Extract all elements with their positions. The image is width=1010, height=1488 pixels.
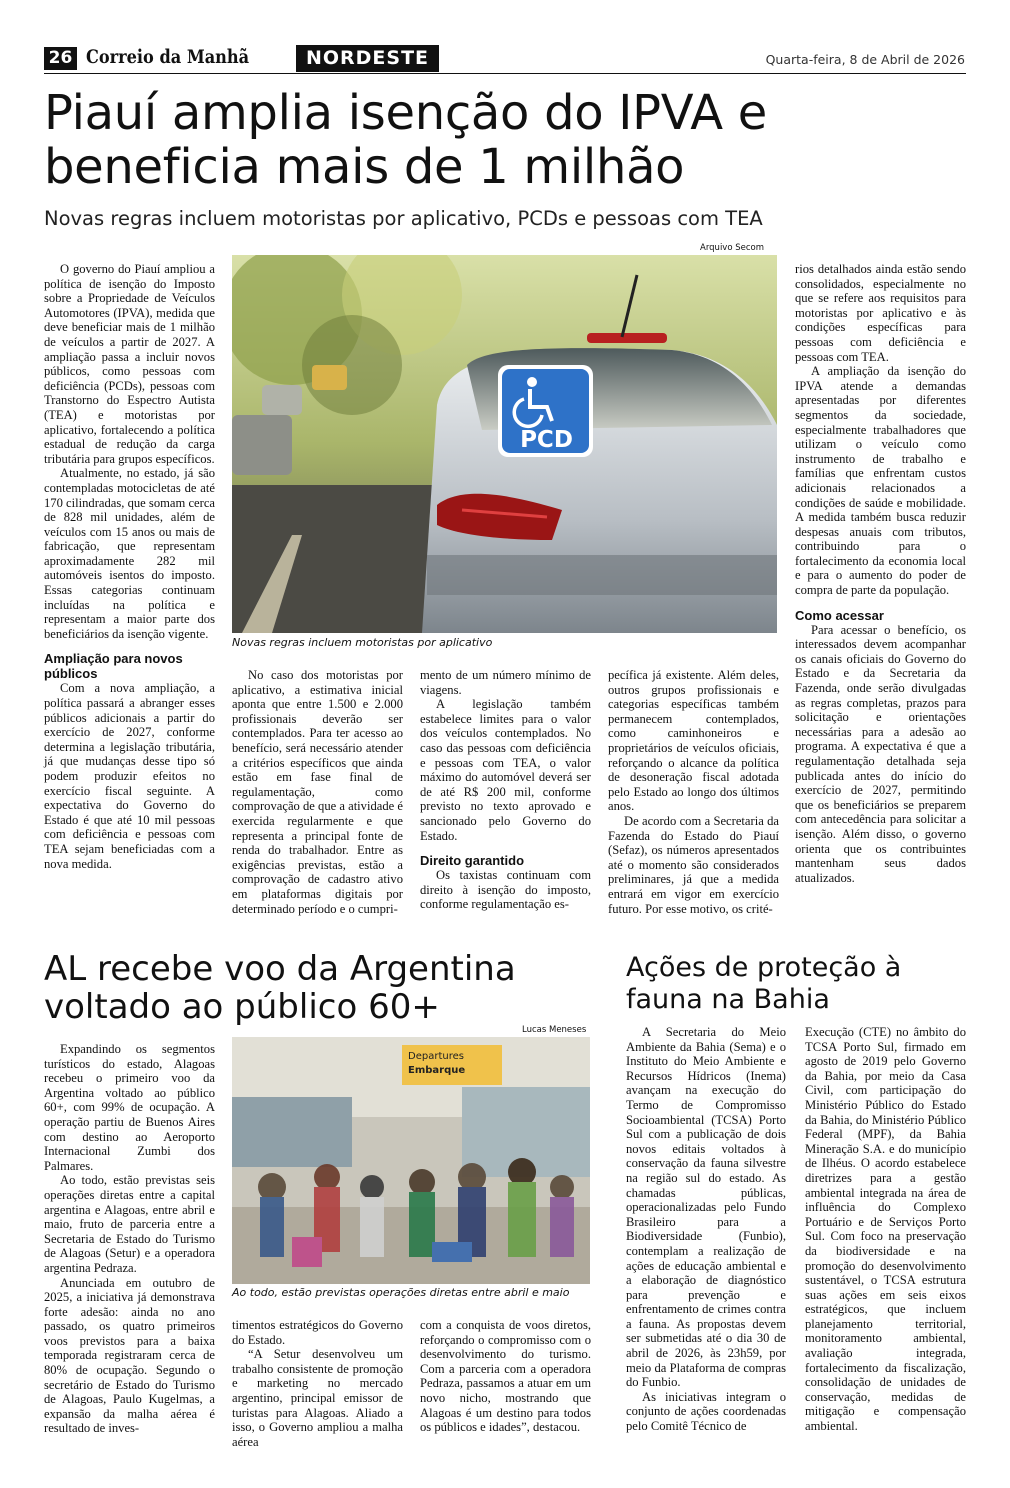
section-label: NORDESTE <box>296 45 439 72</box>
paragraph: A Secretaria do Meio Ambiente da Bahia (Sema) e o Instituto do Meio Ambiente e Recursos Hídricos (Inema) avançam na execução do Termo de Compromisso Socioambiental (TCSA) Porto Sul com a publicação de dois novos editais voltados à conservação da fauna silvestre na região sul do estado. As chamadas públicas, operacionalizadas pelo Fundo Brasileiro para a Biodiversidade (Funbio), contemplam a realização de ações de educação ambiental e a elaboração de diagnóstico para prevenção e enfrentamento de crimes contra a fauna. As propostas devem ser submetidas até o dia 30 de abril de 2026, às 23h59, por meio da Plataforma de compras do Funbio. <box>626 1025 786 1390</box>
car-photo <box>232 255 777 633</box>
article1-column2 <box>232 668 403 916</box>
paragraph: com a conquista de voos diretos, reforçando o compromisso com o desenvolvimento do turismo. Com a parceria com a operadora Pedraza, passamos a atuar em um novo nicho, mostrando que Alagoas é um destino para todos os públicos e idades”, destacou. <box>420 1318 591 1435</box>
subheading: Direito garantido <box>420 853 525 869</box>
embarque-sign: Embarque <box>408 1065 466 1076</box>
article1-column1 <box>44 262 215 871</box>
photo-caption: Novas regras incluem motoristas por aplicativo <box>232 636 493 649</box>
article1-dek: Novas regras incluem motoristas por aplicativo, PCDs e pessoas com TEA <box>44 207 763 230</box>
masthead-logo: Correio da Manhã <box>86 46 250 68</box>
airport-photo <box>232 1037 590 1284</box>
issue-date: Quarta-feira, 8 de Abril de 2026 <box>765 52 965 67</box>
article1-column3 <box>420 668 591 912</box>
subheading: Ampliação para novos públicos <box>44 651 183 682</box>
departures-sign: Departures <box>408 1051 464 1062</box>
article1-headline: Piauí amplia isenção do IPVA e beneficia mais de 1 milhão <box>44 85 767 195</box>
paragraph: No caso dos motoristas por aplicativo, a estimativa inicial aponta que entre 1.500 e 2.000 profissionais deverão ser contemplados. Para ter acesso ao benefício, será necessário atender a critérios específicos que ainda estão em fase final de regulamentação, como comprovação de que a atividade é exercida regularmente e que representa a principal fonte de renda do trabalhador. Entre as exigências previstas, estão a comprovação de cadastro ativo em plataformas digitais por determinado período e o cumpri- <box>232 668 403 916</box>
paragraph: Expandindo os segmentos turísticos do estado, Alagoas recebeu o primeiro voo da Argentina voltado ao público 60+, com 99% de ocupação. A operação partiu de Buenos Aires com destino ao Aeroporto Internacional Zumbi dos Palmares. <box>44 1042 215 1173</box>
article1-column5 <box>795 262 966 885</box>
paragraph: rios detalhados ainda estão sendo consolidados, especialmente no que se refere aos requisitos para motoristas por aplicativo e às condições específicas para pessoas com deficiência e pessoas com TEA. <box>795 262 966 364</box>
article1-column4 <box>608 668 779 916</box>
paragraph: Execução (CTE) no âmbito do TCSA Porto Sul, firmado em agosto de 2019 pelo Governo da Bahia, por meio da Casa Civil, com participação do Ministério Público do Estado da Bahia, do Ministério Público Federal (MPF), da Bahia Mineração S.A. e do município de Ilhéus. O acordo estabelece diretrizes para a gestão ambiental integrada na área de influência do Complexo Portuário e de Serviços Porto Sul. Com foco na preservação da biodiversidade e na promoção do desenvolvimento sustentável, o TCSA estrutura suas ações em seis eixos estratégicos, que incluem planejamento territorial, monitoramento ambiental, avaliação integrada, fortalecimento da fiscalização, consolidação de unidades de conservação, medidas de mitigação e compensação ambiental. <box>805 1025 966 1434</box>
paragraph: Ao todo, estão previstas seis operações diretas entre a capital argentina e Alagoas, entre abril e maio, fruto de parceria entre a Secretaria de Estado do Turismo de Alagoas (Setur) e a operadora argentina Pedraza. <box>44 1173 215 1275</box>
header-rule <box>44 73 966 74</box>
article2-column1 <box>44 1042 215 1436</box>
photo-credit: Lucas Meneses <box>522 1025 587 1035</box>
paragraph: A legislação também estabelece limites para o valor dos veículos contemplados. No caso das pessoas com deficiência e pessoas com TEA, o valor máximo do automóvel deverá ser de até R$ 200 mil, conforme previsto no texto aprovado e sancionado pelo Governo do Estado. <box>420 697 591 843</box>
article2-column2 <box>232 1318 403 1449</box>
paragraph: pecífica já existente. Além deles, outros grupos profissionais e categorias específicas também permanecem contemplados, como caminhoneiros e proprietários de veículos oficiais, reforçando o alcance da política de desoneração fiscal adotada pelo Estado ao longo dos últimos anos. <box>608 668 779 814</box>
article2-column3 <box>420 1318 591 1435</box>
paragraph: As iniciativas integram o conjunto de ações coordenadas pelo Comitê Técnico de <box>626 1389 786 1434</box>
paragraph: Os taxistas continuam com direito à isenção do imposto, conforme regulamentação es- <box>420 868 591 912</box>
paragraph: O governo do Piauí ampliou a política de isenção do Imposto sobre a Propriedade de Veículos Automotores (IPVA), medida que deve beneficiar mais de 1 milhão de veículos a partir de 2027. A ampliação passa a incluir novos públicos, como pessoas com deficiência (PCDs), pessoas com Transtorno do Espectro Autista (TEA) e motoristas por aplicativo, fortalecendo a política estadual de redução da carga tributária para grupos específicos. <box>44 262 215 466</box>
paragraph: mento de um número mínimo de viagens. <box>420 668 591 697</box>
photo-credit: Arquivo Secom <box>700 243 765 253</box>
pcd-sign-text: PCD <box>520 427 573 453</box>
paragraph: Anunciada em outubro de 2025, a iniciativa já demonstrava forte adesão: ainda no ano passado, os quatro primeiros voos previstos para a baixa temporada registraram cerca de 80% de ocupação. Segundo o secretário de Estado do Turismo de Alagoas, Paulo Kugelmas, a expansão da malha aérea é resultado de inves- <box>44 1275 215 1436</box>
paragraph: Para acessar o benefício, os interessados devem acompanhar os canais oficiais do Governo do Estado e da Secretaria da Fazenda, onde serão divulgadas as regras completas, prazos para solicitação e orientações necessárias para a adesão ao programa. A expectativa é que a regulamentação detalhada seja publicada antes do início do exercício de 2027, permitindo que os beneficiários se preparem com antecedência para solicitar a isenção. Além disso, o governo orienta que os contribuintes mantenham seus dados atualizados. <box>795 622 966 885</box>
paragraph: A ampliação da isenção do IPVA atende a demandas apresentadas por diferentes segmentos da sociedade, especialmente trabalhadores que utilizam o veículo como instrumento de trabalho e famílias que enfrentam custos adicionais relacionados a condições de saúde e mobilidade. A medida também busca reduzir despesas anuais com tributos, contribuindo para o fortalecimento da economia local e para o aumento do poder de compra de parte da população. <box>795 364 966 598</box>
subheading: Como acessar <box>795 607 884 623</box>
article3-column2 <box>805 1025 966 1434</box>
photo-caption: Ao todo, estão previstas operações diretas entre abril e maio <box>232 1286 570 1299</box>
paragraph: Atualmente, no estado, já são contempladas motocicletas de até 170 cilindradas, que somam cerca de 828 mil unidades, além de veículos com 15 anos ou mais de fabricação, que representam aproximadamente 282 mil automóveis isentos do imposto. Essas categorias continuam incluídas na política e representam a maior parte dos beneficiários da isenção vigente. <box>44 466 215 641</box>
article2-headline: AL recebe voo da Argentina voltado ao público 60+ <box>44 949 516 1027</box>
paragraph: timentos estratégicos do Governo do Estado. <box>232 1318 403 1347</box>
car-photo-illustration <box>232 255 777 633</box>
paragraph: Com a nova ampliação, a política passará a abranger esses públicos adicionais a partir do exercício de 2027, conforme determina a legislação tributária, já que mudanças desse tipo só podem produzir efeitos no exercício fiscal seguinte. A expectativa do Governo do Estado é que até 10 mil pessoas com deficiência e pessoas com TEA sejam beneficiadas com a nova medida. <box>44 681 215 871</box>
article3-headline: Ações de proteção à fauna na Bahia <box>626 952 902 1015</box>
page-number: 26 <box>44 47 77 70</box>
article3-column1 <box>626 1025 786 1434</box>
paragraph: De acordo com a Secretaria da Fazenda do Estado do Piauí (Sefaz), os números apresentados até o momento são considerados preliminares, já que a medida entrará em vigor em exercício futuro. Por esse motivo, os crité- <box>608 813 779 916</box>
paragraph: “A Setur desenvolveu um trabalho consistente de promoção e marketing no mercado argentino, principal emissor de turistas para Alagoas. Aliado a isso, o Governo ampliou a malha aérea <box>232 1347 403 1449</box>
